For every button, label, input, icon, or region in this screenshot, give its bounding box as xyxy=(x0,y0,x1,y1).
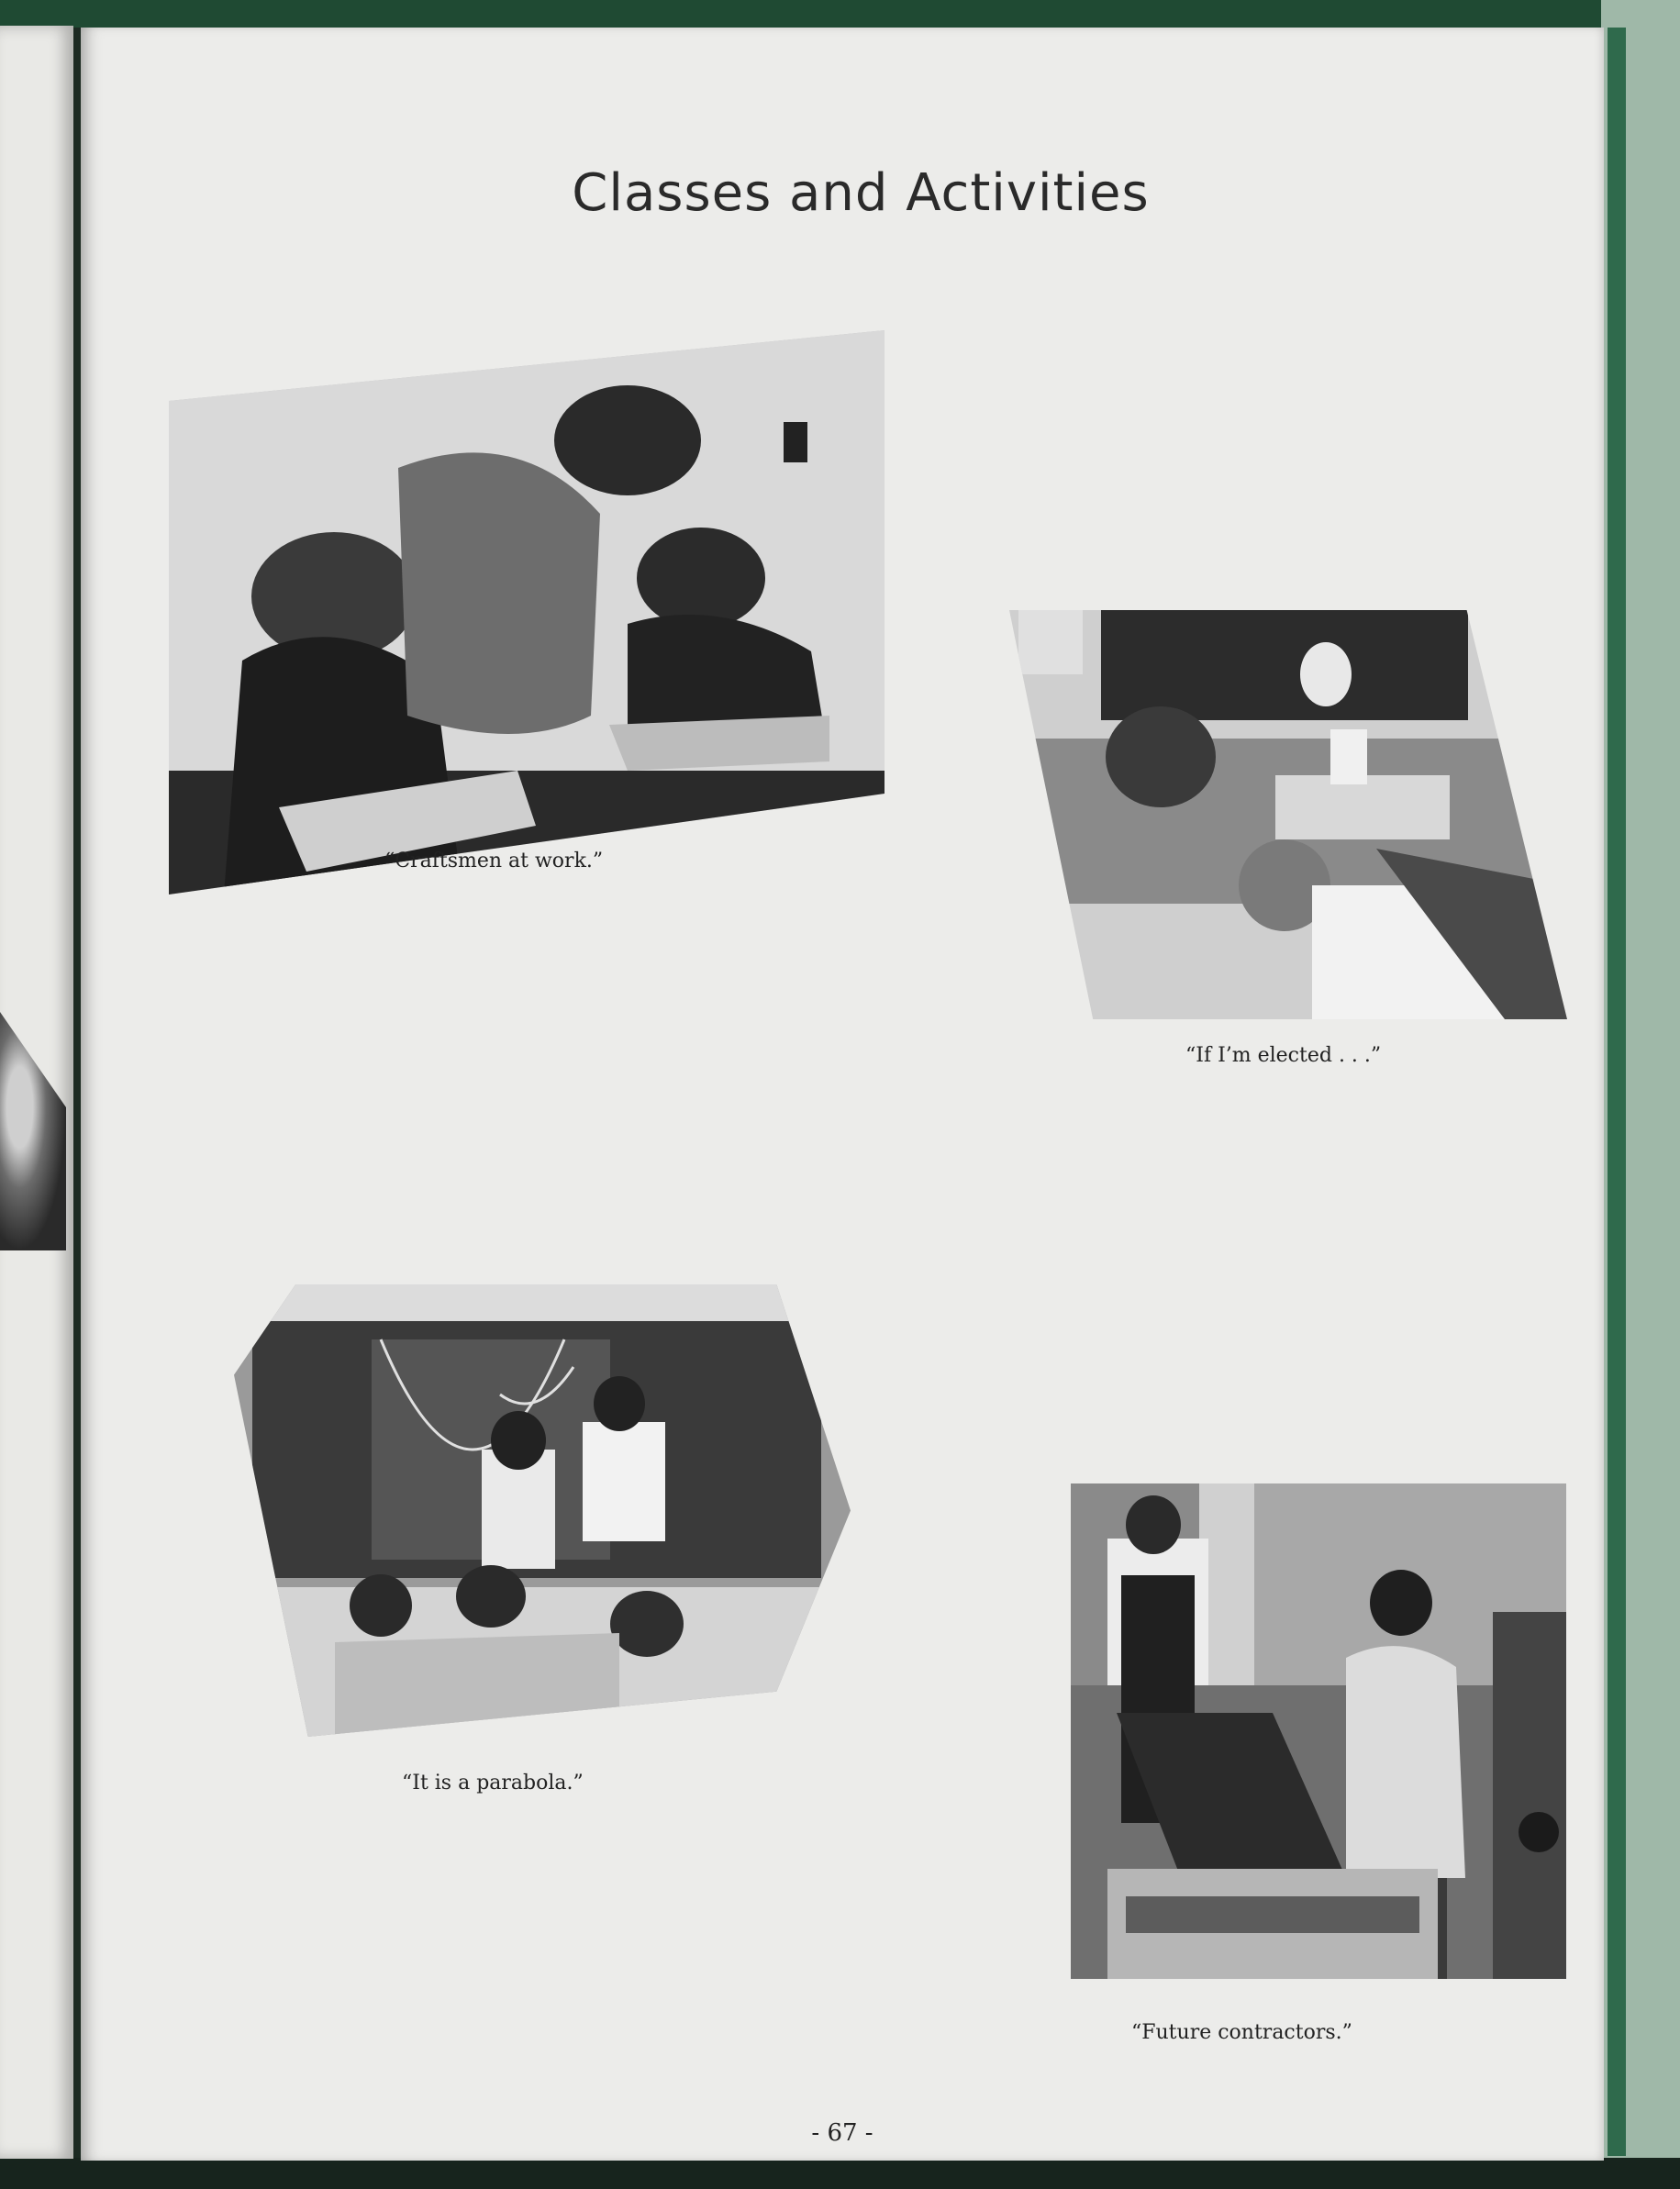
caption-elected: “If I’m elected . . .” xyxy=(1185,1044,1382,1067)
caption-parabola: “It is a parabola.” xyxy=(402,1772,584,1795)
book-cover-bottom xyxy=(0,2158,1680,2189)
caption-craftsmen: “Craftsmen at work.” xyxy=(384,850,604,872)
photo-parabola xyxy=(234,1284,851,1737)
page-title: Classes and Activities xyxy=(572,163,1150,223)
photo-craftsmen xyxy=(169,330,885,894)
photo-elected xyxy=(1009,610,1567,1019)
book-cover-top xyxy=(0,0,1680,28)
left-facing-page xyxy=(0,26,73,2159)
page-number: - 67 - xyxy=(811,2119,873,2147)
yearbook-page xyxy=(81,28,1604,2161)
left-page-photo-fragment xyxy=(0,1012,66,1250)
caption-contractors: “Future contractors.” xyxy=(1131,2021,1352,2044)
photo-contractors xyxy=(1071,1483,1566,1979)
book-cover-edge xyxy=(1608,28,1626,2156)
